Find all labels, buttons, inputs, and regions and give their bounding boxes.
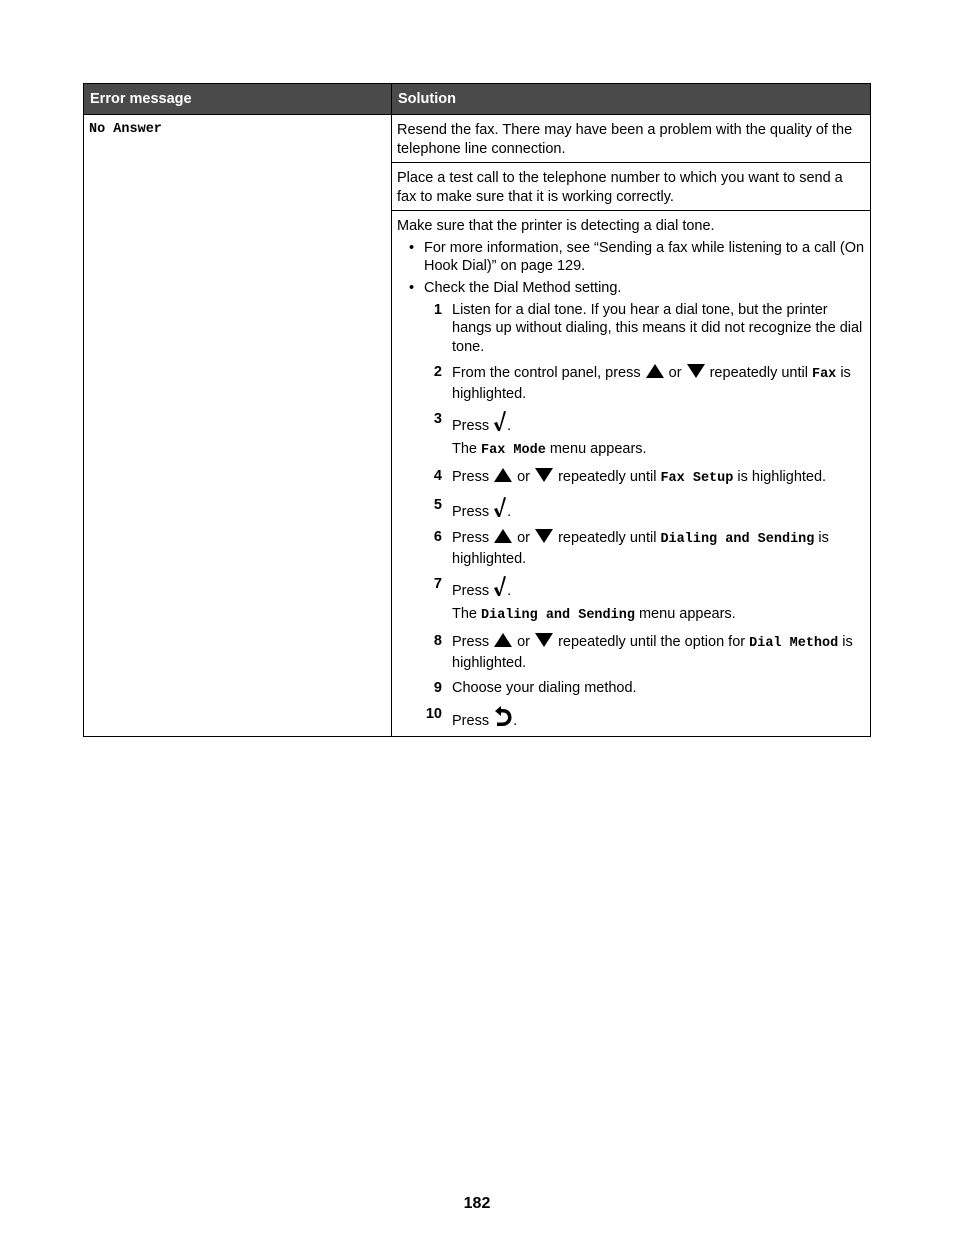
checkmark-icon [493,496,507,518]
bullet-text: Check the Dial Method setting. [424,279,622,296]
step-4 [424,467,865,489]
step-text: repeatedly until [554,469,661,485]
step-note [452,440,865,461]
menu-name-code: Dialing and Sending [481,607,635,623]
step-3 [424,410,865,460]
down-arrow-icon [534,467,554,483]
menu-name-code: Dialing and Sending [660,532,815,547]
step-text: or [513,634,535,650]
header-error-message: Error message [84,84,392,115]
bullet-text: For more information, see “Sending a fax while listening to a call (On Hook Dial)” on page 129. [424,239,865,274]
solution-cell-1: Resend the fax. There may have been a problem with the quality of the telephone line connection. [392,115,871,163]
checkmark-icon [493,410,507,432]
step-9 [424,679,865,698]
step-text: . [513,712,518,729]
bullet-dot: • [409,279,415,296]
step-text: repeatedly until [705,365,812,381]
step-10 [424,705,865,731]
step-text: Choose your dialing method. [452,680,637,696]
bullet-item [397,239,865,275]
step-1 [424,301,865,357]
step-text: . [507,503,512,520]
step-number: 2 [433,364,442,380]
step-number: 8 [433,633,442,649]
step-7 [424,575,865,625]
solution-cell-3 [392,211,871,737]
step-2 [424,363,865,403]
up-arrow-icon [493,632,513,648]
checkmark-icon [493,575,507,597]
table-row [84,115,871,163]
step-text: repeatedly until the option for [554,634,750,650]
step-text: or [513,469,535,485]
step-text: menu appears. [634,605,736,622]
header-solution: Solution [392,84,871,115]
bullet-list [397,239,865,297]
step-text: is highlighted. [452,530,829,567]
bullet-dot: • [409,239,415,256]
step-text: Press [452,503,494,520]
solution-cell-2: Place a test call to the telephone number to which you want to send a fax to make sure that it is working correctly. [392,163,871,211]
menu-name-code: Dial Method [749,636,839,651]
bullet-item [397,279,865,297]
solution-intro: Make sure that the printer is detecting a dial tone. [397,218,715,234]
step-number: 4 [433,468,442,484]
step-number: 7 [433,576,442,592]
step-number: 9 [433,680,442,696]
down-arrow-icon [534,632,554,648]
step-text: or [664,365,686,381]
menu-name-code: Fax [811,367,837,382]
step-text: Press [452,530,494,546]
down-arrow-icon [534,528,554,544]
error-table [83,83,871,737]
step-text: is highlighted. [452,365,851,402]
step-text: From the control panel, press [452,365,645,381]
step-text: menu appears. [545,440,647,457]
step-text: or [513,530,535,546]
step-number: 3 [433,411,442,427]
step-note [452,605,865,626]
step-text: . [507,418,512,434]
step-number: 6 [433,529,442,545]
step-text: The [452,440,482,457]
down-arrow-icon [686,363,706,379]
step-text: is highlighted. [733,469,827,485]
back-arrow-icon [493,705,513,727]
menu-name-code: Fax Setup [660,471,734,486]
step-number: 10 [425,705,442,722]
step-text: The [452,605,482,622]
step-text: Press [452,712,494,729]
step-text: repeatedly until [554,530,661,546]
step-6 [424,528,865,568]
step-8 [424,632,865,672]
step-list [424,301,865,731]
up-arrow-icon [493,467,513,483]
step-text: Listen for a dial tone. If you hear a dial tone, but the printer hangs up without dialing, this means it did not recognize the dial tone. [452,301,863,355]
up-arrow-icon [493,528,513,544]
step-text: is highlighted. [452,634,853,671]
step-text: Press [452,418,494,434]
table-header-row [84,84,871,115]
step-text: . [507,583,512,599]
menu-name-code: Fax Mode [481,442,546,458]
step-text: Press [452,469,494,485]
step-number: 1 [433,301,442,318]
step-text: Press [452,583,494,599]
page-number: 182 [463,1195,491,1212]
step-text: Press [452,634,494,650]
step-5 [424,496,865,522]
error-message-cell: No Answer [84,115,392,737]
up-arrow-icon [645,363,665,379]
step-number: 5 [433,496,442,513]
